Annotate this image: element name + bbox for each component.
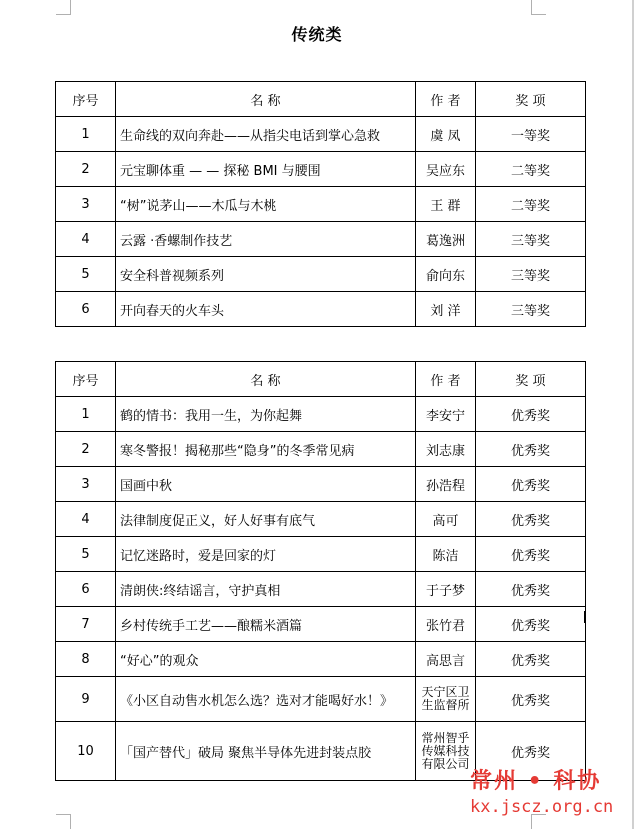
row-award: 优秀奖 xyxy=(476,467,586,502)
row-name: 鹤的情书：我用一生，为你起舞 xyxy=(116,397,416,432)
page-title: 传统类 xyxy=(291,25,343,44)
row-number: 2 xyxy=(56,152,116,187)
row-name: 云露 ·香螺制作技艺 xyxy=(116,222,416,257)
crop-mark-left-h xyxy=(56,14,71,15)
row-author: 天宁区卫生监督所 xyxy=(416,677,476,722)
row-number: 4 xyxy=(56,222,116,257)
header-award: 奖 项 xyxy=(476,82,586,117)
row-number: 8 xyxy=(56,642,116,677)
row-name: 《小区自动售水机怎么选？选对才能喝好水！》 xyxy=(116,677,416,722)
text-cursor xyxy=(584,611,586,623)
row-author: 高思言 xyxy=(416,642,476,677)
row-number: 1 xyxy=(56,117,116,152)
row-award: 二等奖 xyxy=(476,152,586,187)
row-name: 记忆迷路时，爱是回家的灯 xyxy=(116,537,416,572)
table-row xyxy=(56,467,586,502)
row-number: 6 xyxy=(56,292,116,327)
header-number: 序号 xyxy=(56,82,116,117)
row-author: 王 群 xyxy=(416,187,476,222)
row-author: 刘志康 xyxy=(416,432,476,467)
watermark-url: kx.jscz.org.cn xyxy=(470,797,614,817)
crop-mark-right-v xyxy=(531,0,532,14)
row-award: 优秀奖 xyxy=(476,537,586,572)
row-award: 二等奖 xyxy=(476,187,586,222)
table-row xyxy=(56,397,586,432)
row-author: 吴应东 xyxy=(416,152,476,187)
table-row xyxy=(56,432,586,467)
table-row xyxy=(56,257,586,292)
row-name: 法律制度促正义，好人好事有底气 xyxy=(116,502,416,537)
row-number: 6 xyxy=(56,572,116,607)
header-author: 作 者 xyxy=(416,82,476,117)
crop-mark-bottom-left-v xyxy=(70,815,71,829)
row-author: 张竹君 xyxy=(416,607,476,642)
header-name: 名 称 xyxy=(116,82,416,117)
row-author: 李安宁 xyxy=(416,397,476,432)
row-author: 常州智乎传媒科技有限公司 xyxy=(416,722,476,781)
row-name: 清朗侠:终结谣言，守护真相 xyxy=(116,572,416,607)
watermark-title: 常州 • 科协 xyxy=(470,769,602,794)
row-number: 1 xyxy=(56,397,116,432)
row-author: 刘 洋 xyxy=(416,292,476,327)
row-author: 陈洁 xyxy=(416,537,476,572)
row-number: 5 xyxy=(56,537,116,572)
row-name: 开向春天的火车头 xyxy=(116,292,416,327)
header-author: 作 者 xyxy=(416,362,476,397)
row-number: 9 xyxy=(56,677,116,722)
row-name: 「国产替代」破局 聚焦半导体先进封装点胶 xyxy=(116,722,416,781)
row-number: 7 xyxy=(56,607,116,642)
row-name: “好心”的观众 xyxy=(116,642,416,677)
row-award: 三等奖 xyxy=(476,222,586,257)
row-number: 3 xyxy=(56,187,116,222)
table-row xyxy=(56,117,586,152)
row-author: 孙浩程 xyxy=(416,467,476,502)
row-author: 于子梦 xyxy=(416,572,476,607)
table-row xyxy=(56,292,586,327)
row-number: 5 xyxy=(56,257,116,292)
crop-mark-right-h xyxy=(531,14,546,15)
row-award: 优秀奖 xyxy=(476,572,586,607)
table-row xyxy=(56,677,586,722)
row-author: 高可 xyxy=(416,502,476,537)
table-row xyxy=(56,187,586,222)
table-header-row xyxy=(56,82,586,117)
row-author: 葛逸洲 xyxy=(416,222,476,257)
row-name: 生命线的双向奔赴——从指尖电话到掌心急救 xyxy=(116,117,416,152)
row-award: 优秀奖 xyxy=(476,397,586,432)
row-author: 俞向东 xyxy=(416,257,476,292)
row-award: 优秀奖 xyxy=(476,642,586,677)
row-award: 优秀奖 xyxy=(476,432,586,467)
row-name: 寒冬警报！揭秘那些“隐身”的冬季常见病 xyxy=(116,432,416,467)
row-number: 3 xyxy=(56,467,116,502)
row-award: 一等奖 xyxy=(476,117,586,152)
table-row xyxy=(56,537,586,572)
row-name: 国画中秋 xyxy=(116,467,416,502)
row-award: 三等奖 xyxy=(476,292,586,327)
crop-mark-bottom-right-v xyxy=(531,815,532,829)
crop-mark-bottom-left-h xyxy=(56,814,71,815)
table-row xyxy=(56,572,586,607)
row-number: 10 xyxy=(56,722,116,781)
row-name: 乡村传统手工艺——酿糯米酒篇 xyxy=(116,607,416,642)
row-award: 优秀奖 xyxy=(476,722,586,781)
table-row xyxy=(56,502,586,537)
awards-table-2 xyxy=(55,361,586,781)
row-number: 4 xyxy=(56,502,116,537)
row-award: 优秀奖 xyxy=(476,502,586,537)
row-award: 三等奖 xyxy=(476,257,586,292)
row-name: “树”说茅山——木瓜与木桃 xyxy=(116,187,416,222)
row-name: 安全科普视频系列 xyxy=(116,257,416,292)
table-row xyxy=(56,642,586,677)
awards-table-1 xyxy=(55,81,586,327)
table-header-row xyxy=(56,362,586,397)
table-row xyxy=(56,152,586,187)
row-name: 元宝聊体重 — — 探秘 BMI 与腰围 xyxy=(116,152,416,187)
row-award: 优秀奖 xyxy=(476,607,586,642)
crop-mark-left-v xyxy=(70,0,71,14)
table-row xyxy=(56,607,586,642)
header-award: 奖 项 xyxy=(476,362,586,397)
row-award: 优秀奖 xyxy=(476,677,586,722)
header-name: 名 称 xyxy=(116,362,416,397)
header-number: 序号 xyxy=(56,362,116,397)
row-number: 2 xyxy=(56,432,116,467)
table-row xyxy=(56,222,586,257)
row-author: 虞 凤 xyxy=(416,117,476,152)
